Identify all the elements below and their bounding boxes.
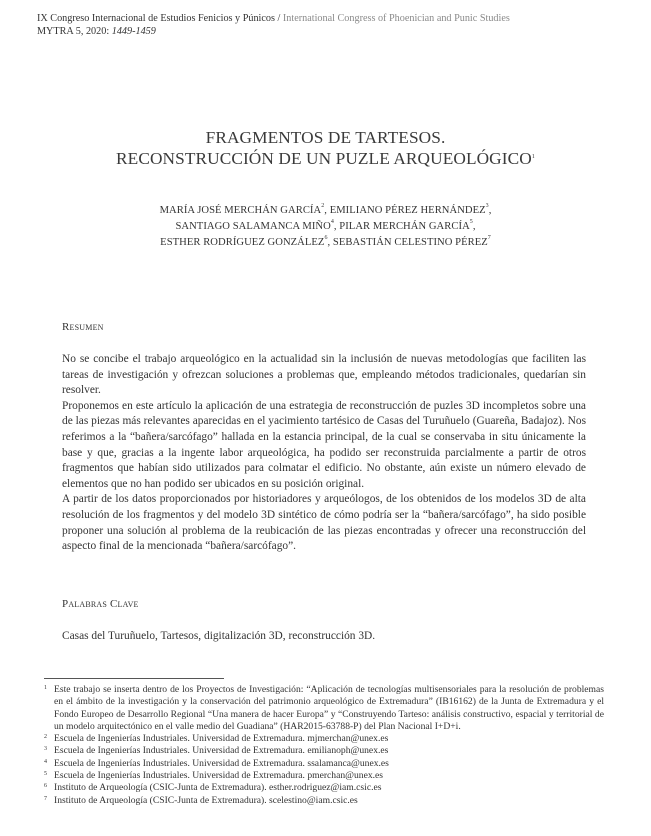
footnote — [44, 758, 604, 770]
author-name: EMILIANO PÉREZ HERNÁNDEZ — [329, 205, 486, 216]
abstract-paragraph: Proponemos en este artículo la aplicación de una estrategia de reconstrucción de puzles 3D incompletos sobre una de las piezas más relevantes aparecidas en el yacimiento tartésico de Casas del Turuñuelo (Guareña, Badajoz). Nos referimos a la “bañera/sarcófago” hallada en la estancia principal, de la cual se conservaba in situ únicamente la base y que, gracias a la ingente labor arqueológica, ha podido ser reconstruida parcialmente a partir de otros fragmentos que habían sido utilizados para colmatar el edificio. No obstante, aún existe un número elevado de elementos que no han podido ser ubicados en su posición original. — [62, 399, 586, 490]
abstract-body — [62, 352, 586, 555]
footnote — [44, 770, 604, 782]
author-footnote-ref[interactable]: 4 — [330, 219, 334, 225]
footnote-number: 1 — [44, 685, 47, 691]
footnote-text: Instituto de Arqueología (CSIC-Junta de Extremadura). scelestino@iam.csic.es — [54, 794, 358, 806]
footnote-number: 7 — [44, 795, 47, 802]
keywords-text: Casas del Turuñuelo, Tartesos, digitalización 3D, reconstrucción 3D. — [62, 630, 376, 642]
footnote-number: 2 — [44, 734, 47, 741]
footnote-text: Instituto de Arqueología (CSIC-Junta de Extremadura). esther.rodriguez@iam.csic.es — [54, 782, 382, 794]
author-footnote-ref[interactable]: 6 — [324, 235, 328, 241]
footnote — [44, 782, 604, 794]
title-line-2: RECONSTRUCCIÓN DE UN PUZLE ARQUEOLÓGICO$^1$ — [116, 149, 535, 168]
author-name: SEBASTIÁN CELESTINO PÉREZ — [332, 237, 488, 248]
footnote-separator — [44, 678, 224, 679]
congress-line — [37, 12, 637, 25]
footnote — [44, 745, 604, 757]
running-header — [37, 12, 637, 38]
paper-title — [0, 127, 651, 169]
footnote-text: Escuela de Ingenierías Industriales. Universidad de Extremadura. mjmerchan@unex.es — [54, 733, 389, 745]
author-footnote-ref[interactable]: 7 — [487, 235, 491, 241]
author-list — [0, 203, 651, 251]
footnote-number: 6 — [44, 783, 47, 790]
author-footnote-ref[interactable]: 3 — [485, 203, 489, 209]
page-range: 1449-1459 — [111, 26, 156, 37]
author-name: PILAR MERCHÁN GARCÍA — [339, 221, 470, 232]
footnote — [44, 795, 604, 807]
author-line: ESTHER RODRÍGUEZ GONZÁLEZ$^6$, SEBASTIÁN CELESTINO PÉREZ$^7$ — [160, 235, 491, 248]
footnote-number: 4 — [44, 758, 47, 765]
author-line: SANTIAGO SALAMANCA MIÑO$^4$, PILAR MERCHÁN GARCÍA$^5$, — [175, 219, 476, 232]
author-line: MARÍA JOSÉ MERCHÁN GARCÍA$^2$, EMILIANO PÉREZ HERNÁNDEZ$^3$, — [159, 203, 492, 216]
journal-line — [37, 25, 637, 38]
congress-name-es: IX Congreso Internacional de Estudios Fenicios y Púnicos — [37, 13, 275, 24]
author-footnote-ref[interactable]: 2 — [321, 203, 325, 209]
footnote-text: Escuela de Ingenierías Industriales. Universidad de Extremadura. emilianoph@unex.es — [54, 745, 389, 757]
footnote-number: 5 — [44, 771, 47, 778]
title-footnote-ref[interactable]: 1 — [531, 154, 535, 160]
footnote-text: Este trabajo se inserta dentro de los Proyectos de Investigación: “Aplicación de tecnologías multisensoriales para la resolución de problemas en el ámbito de la investigación y la conservación del patrimonio arqueológico de Extremadura” (IB16162) de la Junta de Extremadura y el Fondo Europeo de Desarrollo Regional “Una manera de hacer Europa” y “Construyendo Tarteso: análisis constructivo, espacial y territorial de un modelo arquitectónico en el valle medio del Guadiana” (HAR2015-63788-P) del Plan Nacional I+D+i. — [54, 684, 604, 732]
title-line-1: FRAGMENTOS DE TARTESOS. — [205, 128, 446, 147]
author-footnote-ref[interactable]: 5 — [469, 219, 473, 225]
author-name: ESTHER RODRÍGUEZ GONZÁLEZ — [160, 237, 325, 248]
footnote-text: Escuela de Ingenierías Industriales. Universidad de Extremadura. ssalamanca@unex.es — [54, 757, 389, 769]
footnote-number: 3 — [44, 746, 47, 753]
footnotes — [44, 684, 604, 807]
journal-citation: MYTRA 5, 2020: — [37, 26, 112, 37]
keywords-heading: Palabras Clave — [62, 598, 139, 610]
abstract-paragraph: No se concibe el trabajo arqueológico en la actualidad sin la inclusión de nuevas metodologías que faciliten las tareas de investigación y ofrezcan soluciones a problemas que, empleando métodos tradicionales, quedarían sin resolver. — [62, 353, 586, 397]
author-name: MARÍA JOSÉ MERCHÁN GARCÍA — [159, 205, 322, 216]
congress-name-en: International Congress of Phoenician and Punic Studies — [282, 13, 510, 24]
footnote — [44, 684, 604, 733]
header-separator: / — [274, 13, 283, 24]
abstract-heading: Resumen — [62, 321, 104, 333]
footnote-text: Escuela de Ingenierías Industriales. Universidad de Extremadura. pmerchan@unex.es — [54, 770, 384, 782]
abstract-paragraph: A partir de los datos proporcionados por historiadores y arqueólogos, de los obtenidos de los modelos 3D de alta resolución de los fragmentos y del modelo 3D sintético de cómo podría ser la “bañera/sarcófago”, ha sido posible proponer una solución al problema de la reubicación de las piezas encontradas y ofrecer una reconstrucción del aspecto final de la mencionada “bañera/sarcófago”. — [62, 493, 586, 553]
footnote — [44, 733, 604, 745]
author-name: SANTIAGO SALAMANCA MIÑO — [175, 221, 331, 232]
